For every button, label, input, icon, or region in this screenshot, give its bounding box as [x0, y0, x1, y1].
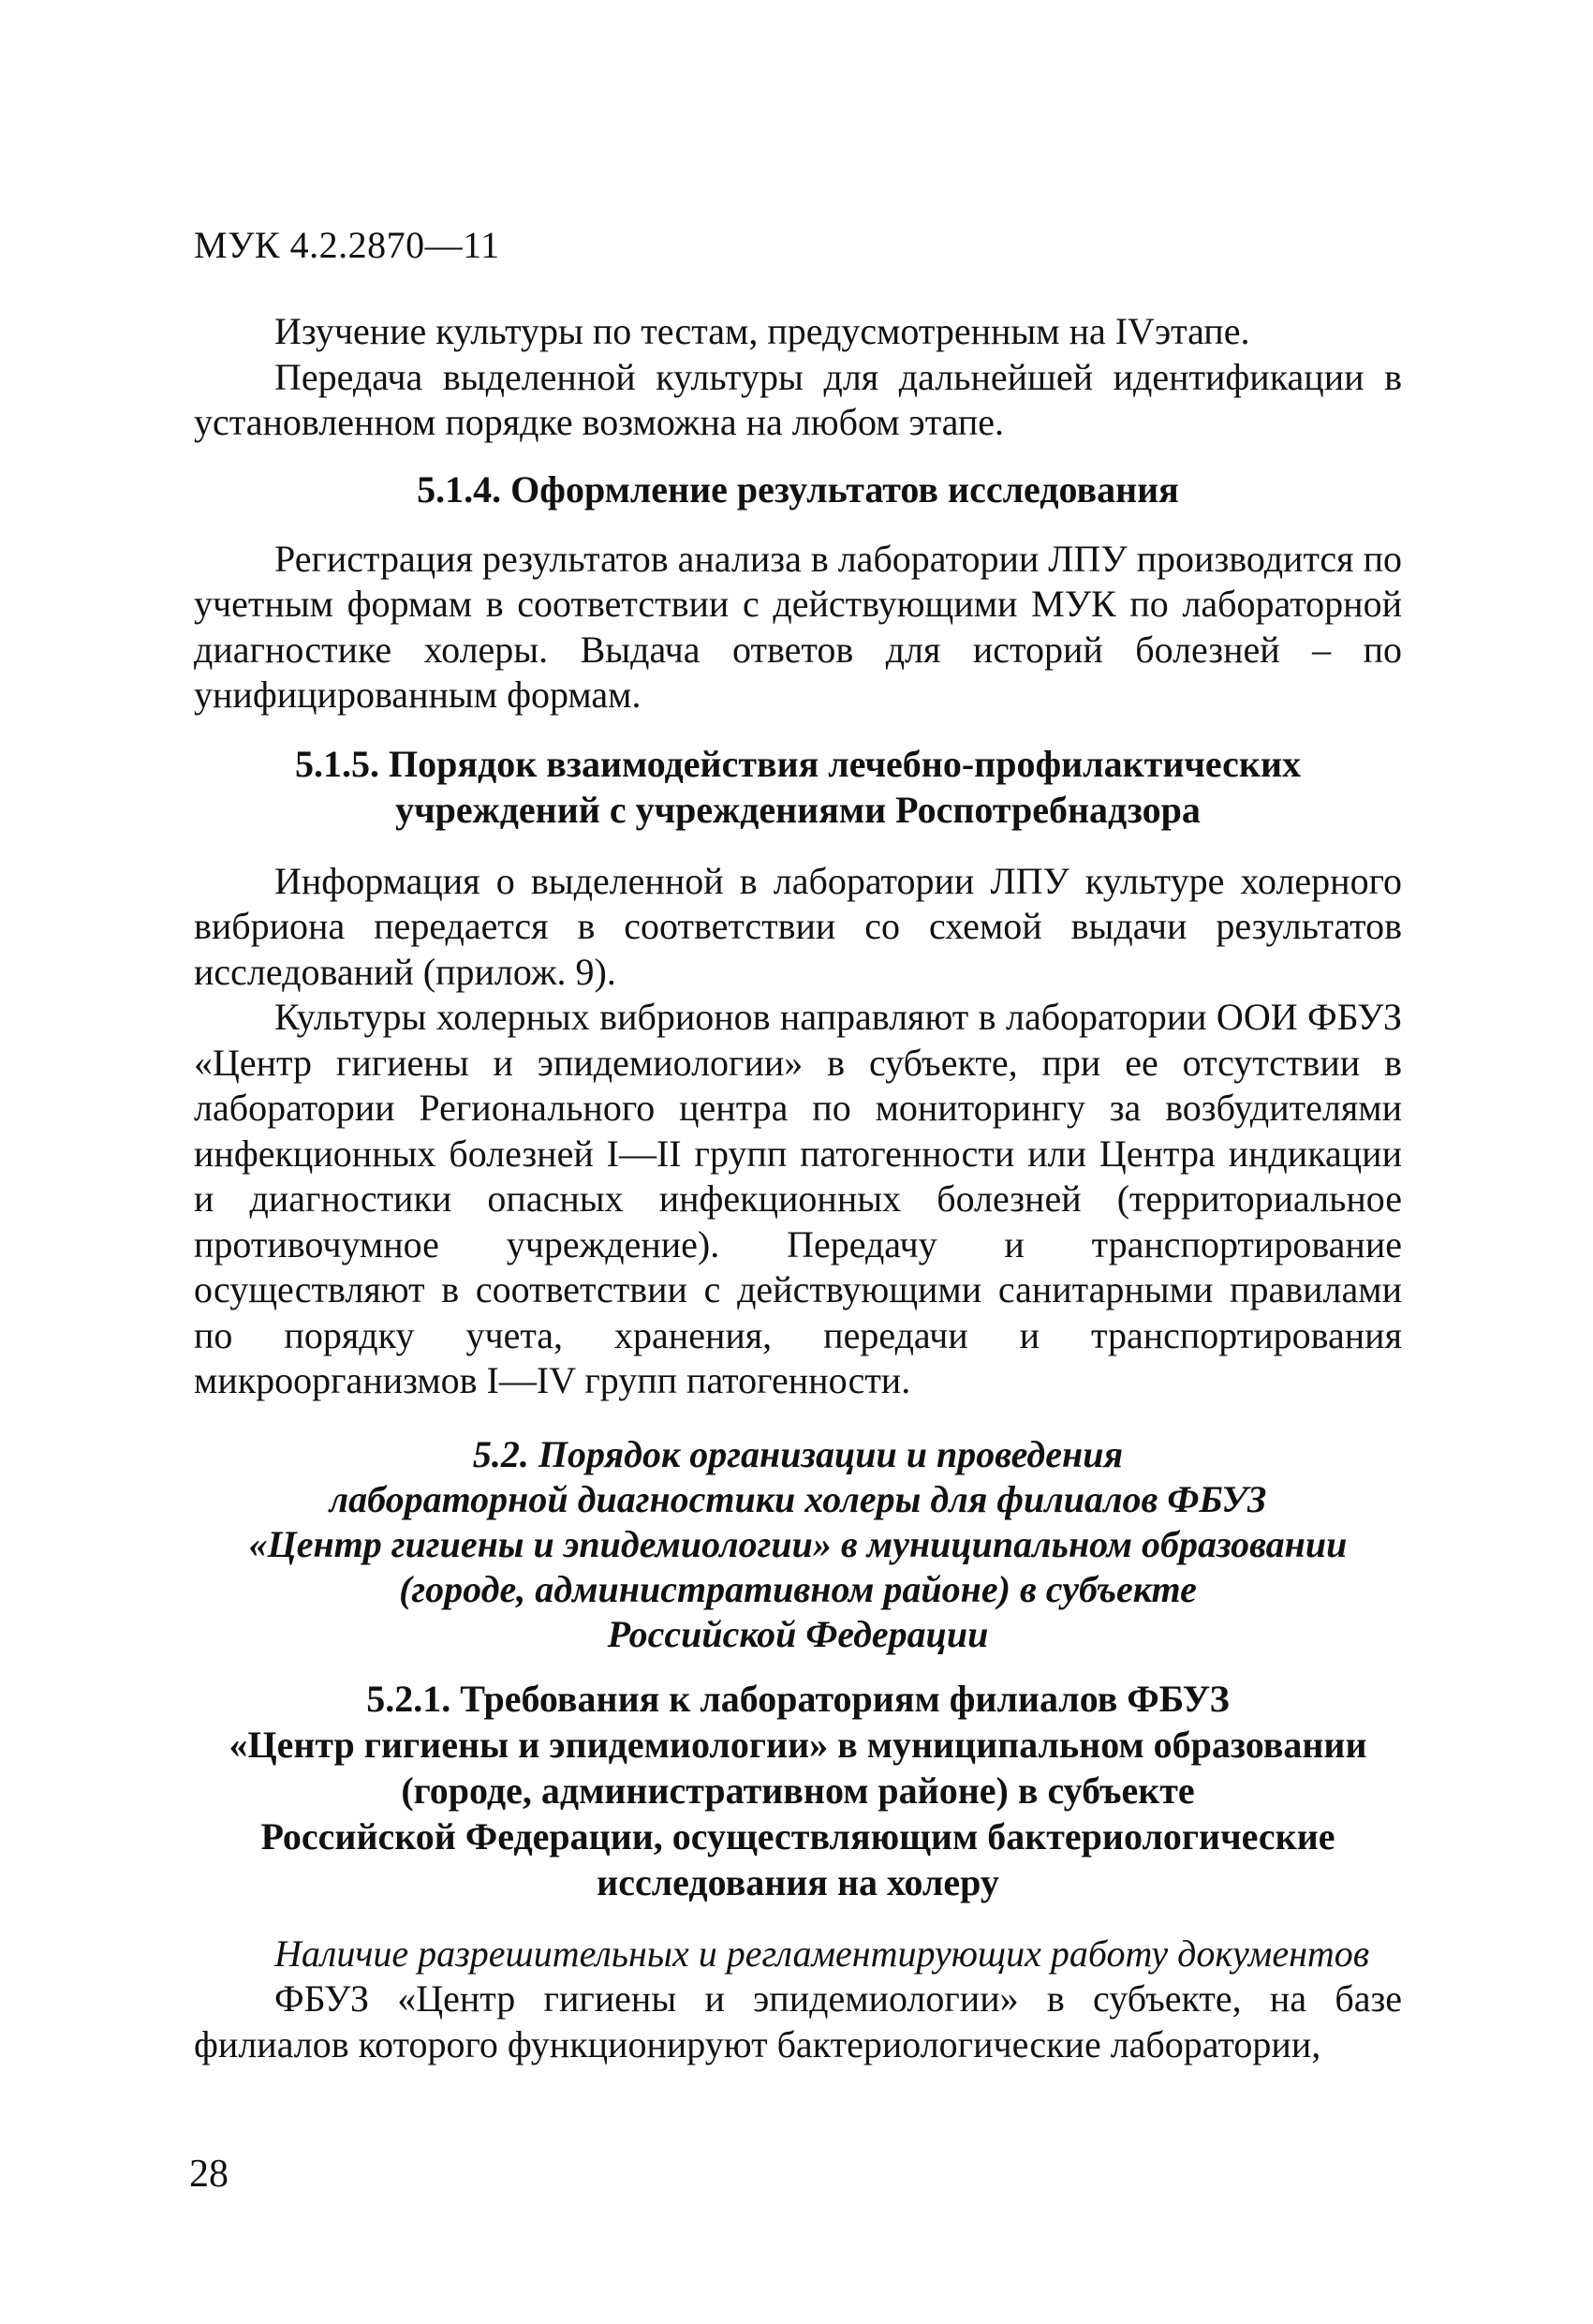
section-heading-5-1-4: 5.1.4. Оформление результатов исследования [417, 467, 1179, 511]
heading-line: «Центр гигиены и эпидемиологии» в муниципальном образовании [248, 1522, 1348, 1565]
paragraph: Регистрация результатов анализа в лаборатории ЛПУ производится по учетным формам в соответствии с действующими МУК по лабораторной диагностике холеры. Выдача ответов для историй болезней – по унифицированным формам. [194, 537, 1402, 716]
heading-line: 5.2. Порядок организации и проведения [472, 1432, 1124, 1475]
paragraph: Передача выделенной культуры для дальнейшей идентификации в установленном порядке возможна на любом этапе. [194, 355, 1402, 443]
heading-line: (городе, административном районе) в субъекте [399, 1567, 1197, 1610]
page-content [194, 309, 1402, 2067]
paragraph: ФБУЗ «Центр гигиены и эпидемиологии» в субъекте, на базе филиалов которого функционируют бактериологические лаборатории, [194, 1977, 1402, 2065]
paragraph: Информация о выделенной в лаборатории ЛПУ культуре холерного вибриона передается в соответствии со схемой выдачи результатов исследований (прилож. 9). [194, 859, 1402, 993]
heading-line: 5.1.5. Порядок взаимодействия лечебно-профилактических [294, 742, 1302, 785]
running-head: МУК 4.2.2870—11 [194, 224, 500, 266]
heading-line: Российской Федерации [607, 1612, 989, 1655]
paragraph: Культуры холерных вибрионов направляют в лаборатории ООИ ФБУЗ «Центр гигиены и эпидемиологии» в субъекте, при ее отсутствии в лаборатории Регионального центра по мониторингу за возбудителями инфекционных болезней I—II групп патогенности или Центра индикации и диагностики опасных инфекционных болезней (территориальное противочумное учреждение). Передачу и транспортирование осуществляют в соответствии с действующими санитарными правилами по порядку учета, хранения, передачи и транспортирования микроорганизмов I—IV групп патогенности. [194, 996, 1402, 1401]
heading-line: исследования на холеру [597, 1860, 999, 1903]
italic-subheading: Наличие разрешительных и регламентирующих работу документов [274, 1932, 1370, 1975]
heading-line: лабораторной диагностики холеры для филиалов ФБУЗ [329, 1477, 1267, 1520]
heading-line: 5.2.1. Требования к лабораториям филиалов ФБУЗ [366, 1677, 1230, 1720]
page-number: 28 [189, 2153, 229, 2196]
section-heading-5-2-1 [194, 1676, 1402, 1905]
paragraph: Изучение культуры по тестам, предусмотренным на IVэтапе. [274, 310, 1250, 352]
heading-line: «Центр гигиены и эпидемиологии» в муниципальном образовании [229, 1723, 1367, 1766]
heading-line: учреждений с учреждениями Роспотребнадзора [395, 788, 1201, 831]
section-heading-5-1-5 [194, 741, 1402, 833]
heading-line: Российской Федерации, осуществляющим бактериологические [260, 1814, 1335, 1858]
heading-line: (городе, административном районе) в субъекте [401, 1769, 1195, 1812]
section-heading-5-2 [194, 1432, 1402, 1657]
